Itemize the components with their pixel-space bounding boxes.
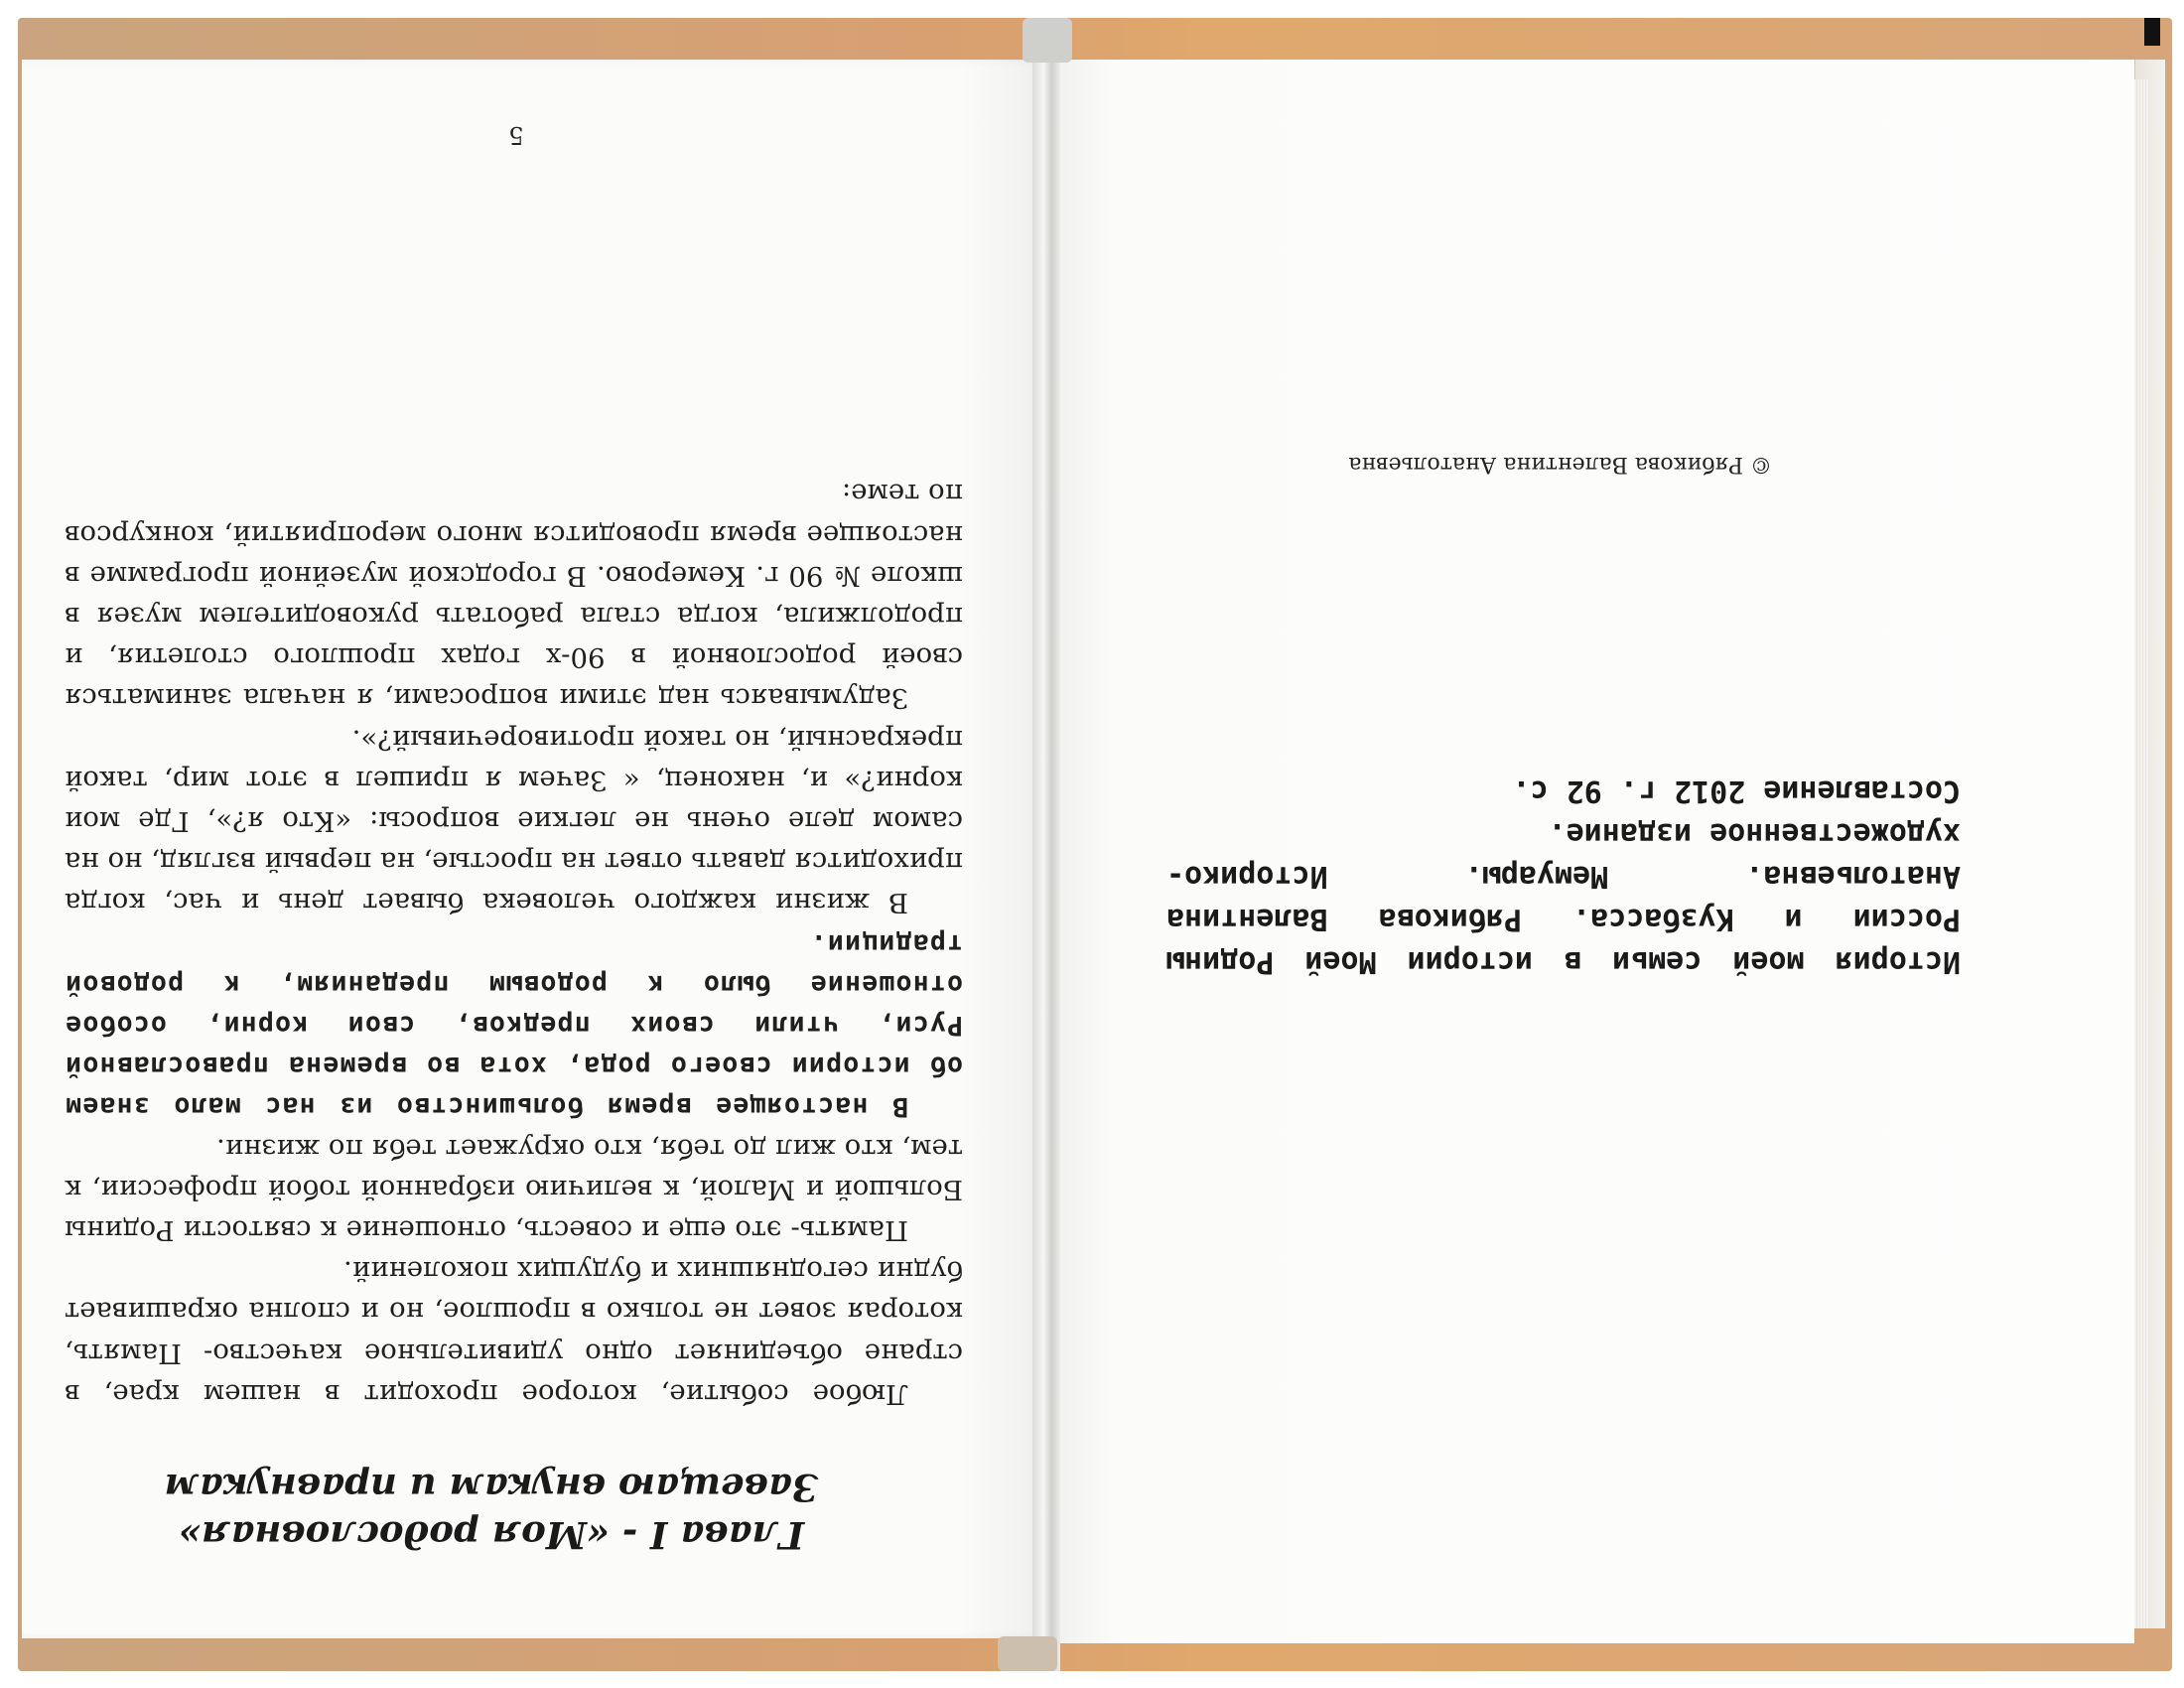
left-page-content (60, 94, 973, 1564)
book-bibliographic-info (1166, 770, 1961, 983)
body-paragraph: В настоящее время большинство из нас мало знаем об истории своего рода, хота во времена православной Руси, чтили своих предков, свои корни, особое отношение было к родовым преданиям, к родовой традиции. (65, 927, 963, 1123)
chapter-subtitle-line: Завещаю внукам и правнукам (164, 1465, 819, 1509)
book-description: История моей семьи в истории Моей Родины России и Кузбасса. Рябикова Валентина Анатольевна. Мемуары. Историко-художественное издание. (1166, 816, 1961, 979)
chapter-title (99, 1464, 884, 1559)
book-spine (1032, 18, 1060, 1671)
copyright-notice: © Рябикова Валентина Анатольевна (1348, 452, 1772, 477)
body-paragraph: В жизни каждого человека бывает день и час, когда приходится давать ответ на простые, на первый взгляд, но на самом деле очень не легкие вопросы: «Кто я?», Где мои корни?» и, наконец, « Зачем я пришел в этот мир, такой прекрасный, но такой противоречивый?». (65, 723, 963, 919)
right-page-content (1142, 94, 2055, 1564)
page-number: 5 (508, 121, 524, 149)
scanner-corner-mark (2144, 18, 2160, 46)
body-paragraph: Любое событие, которое проходит в нашем крае, в стране объединяет одно удивительное качество- Память, которая зовет не только в прошлое, но и сполна окрашивает будни сегодняшних и будущих поколений. (65, 1255, 963, 1410)
spine-bottom-cap (998, 1636, 1057, 1671)
page-stack-edge (2134, 79, 2148, 1628)
book-compilation-line: Составление 2012 г. 92 с. (1512, 774, 1961, 808)
spine-top-cap (1023, 18, 1072, 63)
body-paragraph: Задумываясь над этими вопросами, я начала заниматься своей родословной в 90-х годах прошлого столетия, и продолжила, когда стала работать руководителем музея в школе № 90 г. Кемерово. В городской музейной программе в настоящее время проводится много мероприятий, конкурсов по теме: (65, 478, 963, 715)
chapter-body (65, 473, 963, 1414)
body-paragraph: Память- это еще и совесть, отношение к святости Родины Большой и Малой, к величию избранной тобой профессии, к тем, кто жил до тебя, кто окружает тебя по жизни. (65, 1132, 963, 1246)
chapter-title-line: Глава I - «Моя родословная» (178, 1513, 805, 1557)
